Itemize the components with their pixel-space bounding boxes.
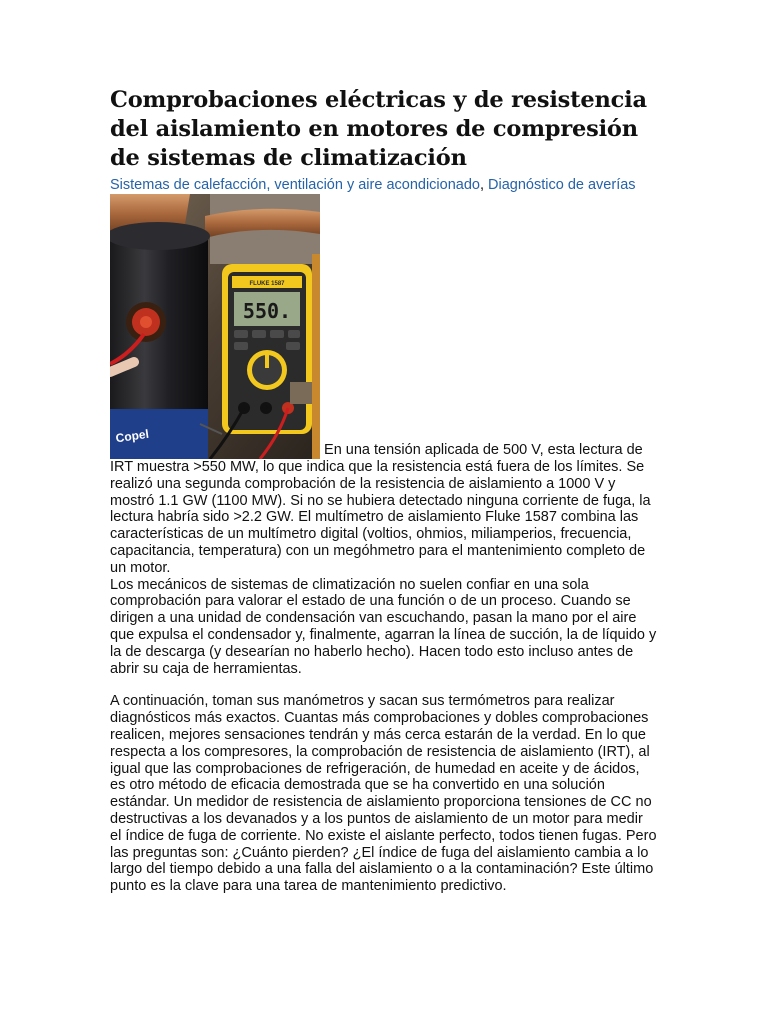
article	[110, 86, 658, 911]
body-paragraph-2: Los mecánicos de sistemas de climatización no suelen confiar en una sola comprobación para valorar el estado de una función o de un proceso. Cuando se dirigen a una unidad de condensación van escuchando, pasan la mano por el aire que expulsa el condensador y, finalmente, agarran la línea de succión, la de líquido y la de descarga (y desearían no haberlo hecho). Hacen todo esto incluso antes de abrir su caja de herramientas.	[110, 576, 657, 677]
svg-text:FLUKE 1587: FLUKE 1587	[249, 281, 285, 287]
intro-paragraph	[110, 194, 658, 577]
intro-paragraph-text: En una tensión aplicada de 500 V, esta lectura de IRT muestra >550 MW, lo que indica que la resistencia está fuera de los límites. Se realizó una segunda comprobación de la resistencia de aislamiento a 1000 V y mostró 1.1 GW (1100 MW). Si no se hubiera detectado ninguna corriente de fuga, la lectura habría sido >2.2 GW. El multímetro de aislamiento Fluke 1587 combina las características de un multímetro digital (voltios, ohmios, miliamperios, frecuencia, capacitancia, temperatura) con un megóhmetro para el mantenimiento completo de un motor.	[110, 442, 651, 576]
svg-text:Copel: Copel	[114, 426, 150, 446]
category-link-diagnostics[interactable]: Diagnóstico de averías	[488, 177, 636, 193]
article-body	[110, 194, 658, 895]
category-link-hvac[interactable]: Sistemas de calefacción, ventilación y aire acondicionado	[110, 177, 480, 193]
category-links	[110, 177, 658, 193]
article-title: Comprobaciones eléctricas y de resistencia del aislamiento en motores de compresión de sistemas de climatización	[110, 87, 647, 171]
category-separator: ,	[479, 177, 489, 193]
compressor-multimeter-photo	[110, 194, 320, 459]
meter-display: 550.	[242, 299, 292, 323]
body-paragraph-3: A continuación, toman sus manómetros y sacan sus termómetros para realizar diagnósticos más exactos. Cuantas más comprobaciones y dobles comprobaciones realicen, mejores sensaciones tendrán y más cerca estarán de la verdad. En lo que respecta a los compresores, la comprobación de resistencia de aislamiento (IRT), al igual que las comprobaciones de refrigeración, de humedad en aceite y de ácidos, es otro método de eficacia demostrada que se ha convertido en una solución estándar. Un medidor de resistencia de aislamiento proporciona tensiones de CC no destructivas a los devanados y a los puntos de aislamiento de un motor para medir el índice de fuga de corriente. No existe el aislante perfecto, todos tienen fugas. Pero las preguntas son: ¿Cuánto pierden? ¿El índice de fuga del aislamiento cambia a lo largo del tiempo debido a una falla del aislamiento o a la contaminación? Este último punto es la clave para una tarea de mantenimiento predictivo.	[110, 693, 657, 895]
